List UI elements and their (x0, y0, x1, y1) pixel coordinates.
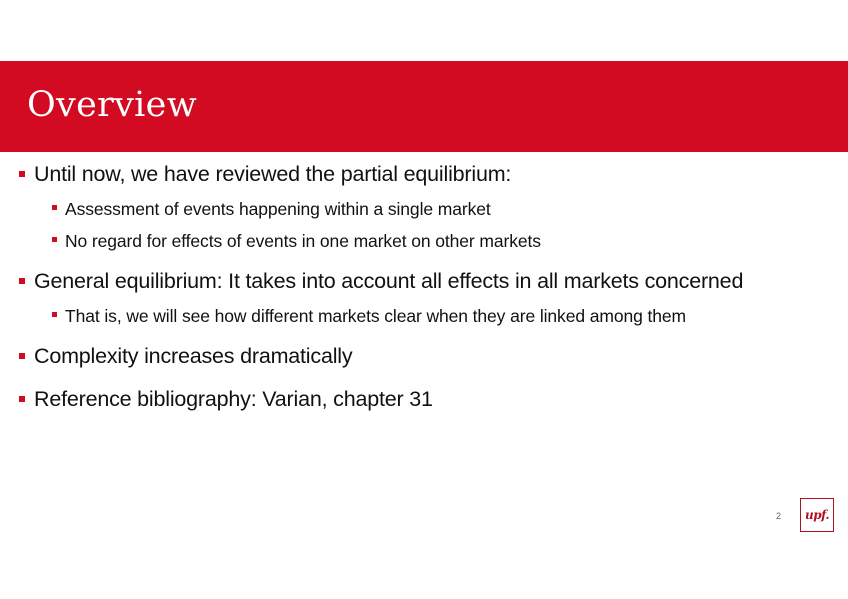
bullet-marker-icon (19, 396, 25, 402)
bullet-marker-icon (19, 353, 25, 359)
bullet-marker-icon (52, 205, 57, 210)
bullet-text: General equilibrium: It takes into account all effects in all markets concerned (34, 269, 744, 293)
bullet-marker-icon (19, 171, 25, 177)
page-number: 2 (776, 511, 782, 521)
sub-bullet-text: No regard for effects of events in one market on other markets (65, 231, 541, 251)
bullet-marker-icon (19, 278, 25, 284)
bullet-item (19, 268, 744, 294)
sub-bullet-item (52, 230, 541, 252)
bullet-marker-icon (52, 237, 57, 242)
bullet-text: Until now, we have reviewed the partial equilibrium: (34, 162, 512, 186)
upf-logo (800, 498, 834, 532)
slide-title: Overview (27, 85, 197, 125)
sub-bullet-item (52, 305, 687, 327)
bullet-text: Reference bibliography: Varian, chapter 31 (34, 387, 433, 411)
bullet-item (19, 161, 512, 187)
logo-text: upf. (804, 508, 830, 522)
bullet-text: Complexity increases dramatically (34, 344, 353, 368)
sub-bullet-text: Assessment of events happening within a single market (65, 199, 491, 219)
bullet-marker-icon (52, 312, 57, 317)
bullet-item (19, 343, 353, 369)
sub-bullet-item (52, 198, 491, 220)
sub-bullet-text: That is, we will see how different markets clear when they are linked among them (65, 306, 687, 326)
bullet-item (19, 386, 433, 412)
title-bar (0, 61, 848, 152)
